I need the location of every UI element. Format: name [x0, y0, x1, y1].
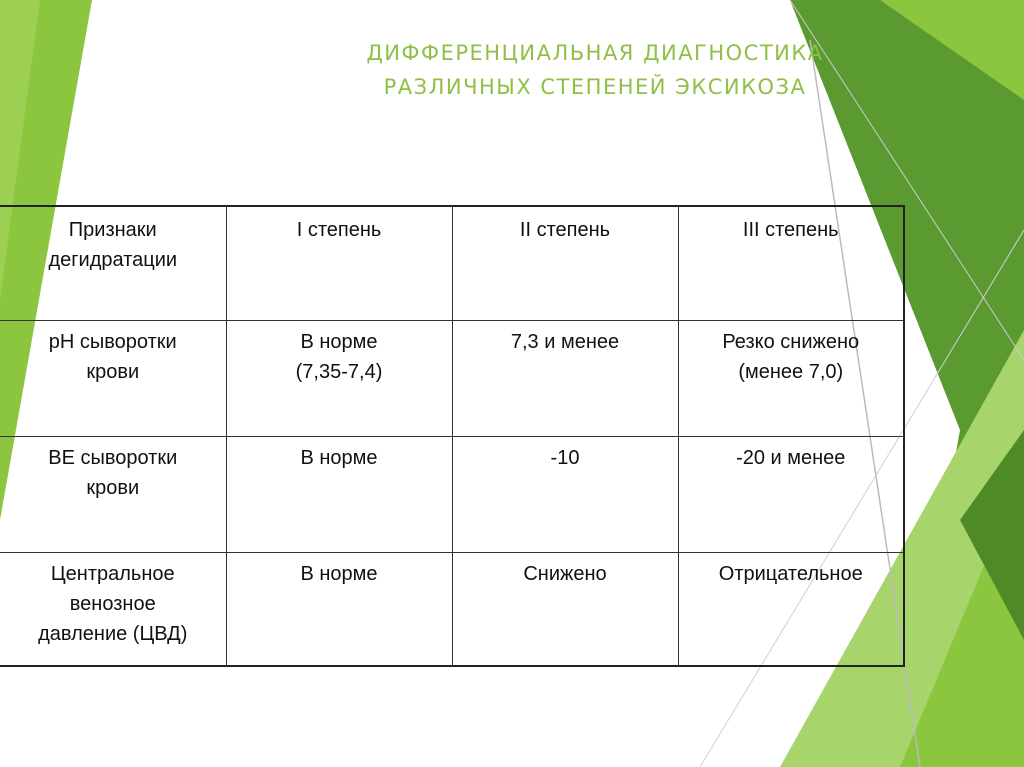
degree-3-cell — [678, 552, 904, 666]
cell-line-2: (менее 7,0) — [738, 360, 844, 383]
degree-1-cell — [226, 320, 452, 436]
cell-line-1: Резко снижено — [722, 330, 860, 353]
degree-1-cell — [226, 552, 452, 666]
cell-line-1: Снижено — [523, 562, 607, 585]
cell-line-2: (7,35-7,4) — [295, 360, 383, 383]
cell-line-1: В норме — [300, 446, 378, 469]
header-cell-degree-1: I степень — [226, 206, 452, 320]
dehydration-table — [0, 205, 905, 667]
degree-2-cell — [452, 320, 678, 436]
row-label-line-2: крови — [86, 476, 140, 499]
title-line-1: ДИФФЕРЕНЦИАЛЬНАЯ ДИАГНОСТИКА — [366, 41, 824, 65]
row-label-cell — [0, 436, 226, 552]
table-row — [0, 320, 904, 436]
cell-line-1: В норме — [300, 562, 378, 585]
row-label-cell — [0, 320, 226, 436]
cell-line-1: В норме — [300, 330, 378, 353]
row-label-line-1: Центральное — [50, 562, 175, 585]
row-label-line-2: крови — [86, 360, 140, 383]
degree-2-cell — [452, 552, 678, 666]
degree-1-cell — [226, 436, 452, 552]
cell-line-1: -10 — [550, 446, 580, 469]
slide-title — [335, 36, 855, 104]
header-signs-line-1: Признаки — [68, 219, 157, 241]
degree-2-cell — [452, 436, 678, 552]
table-row — [0, 436, 904, 552]
cell-line-1: 7,3 и менее — [510, 330, 620, 353]
row-label-line-3: давление (ЦВД) — [38, 622, 188, 645]
row-label-line-1: рН сыворотки — [48, 330, 177, 353]
header-signs-line-2: дегидратации — [48, 249, 178, 271]
table-header-row — [0, 206, 904, 320]
header-cell-degree-3: III степень — [678, 206, 904, 320]
cell-line-1: Отрицательное — [718, 562, 863, 585]
cell-line-1: -20 и менее — [736, 446, 846, 469]
title-line-2: РАЗЛИЧНЫХ СТЕПЕНЕЙ ЭКСИКОЗА — [383, 75, 807, 99]
header-cell-signs — [0, 206, 226, 320]
row-label-line-1: ВЕ сыворотки — [48, 446, 178, 469]
table-row — [0, 552, 904, 666]
row-label-line-2: венозное — [69, 592, 156, 615]
header-cell-degree-2: II степень — [452, 206, 678, 320]
degree-3-cell — [678, 436, 904, 552]
degree-3-cell — [678, 320, 904, 436]
row-label-cell — [0, 552, 226, 666]
